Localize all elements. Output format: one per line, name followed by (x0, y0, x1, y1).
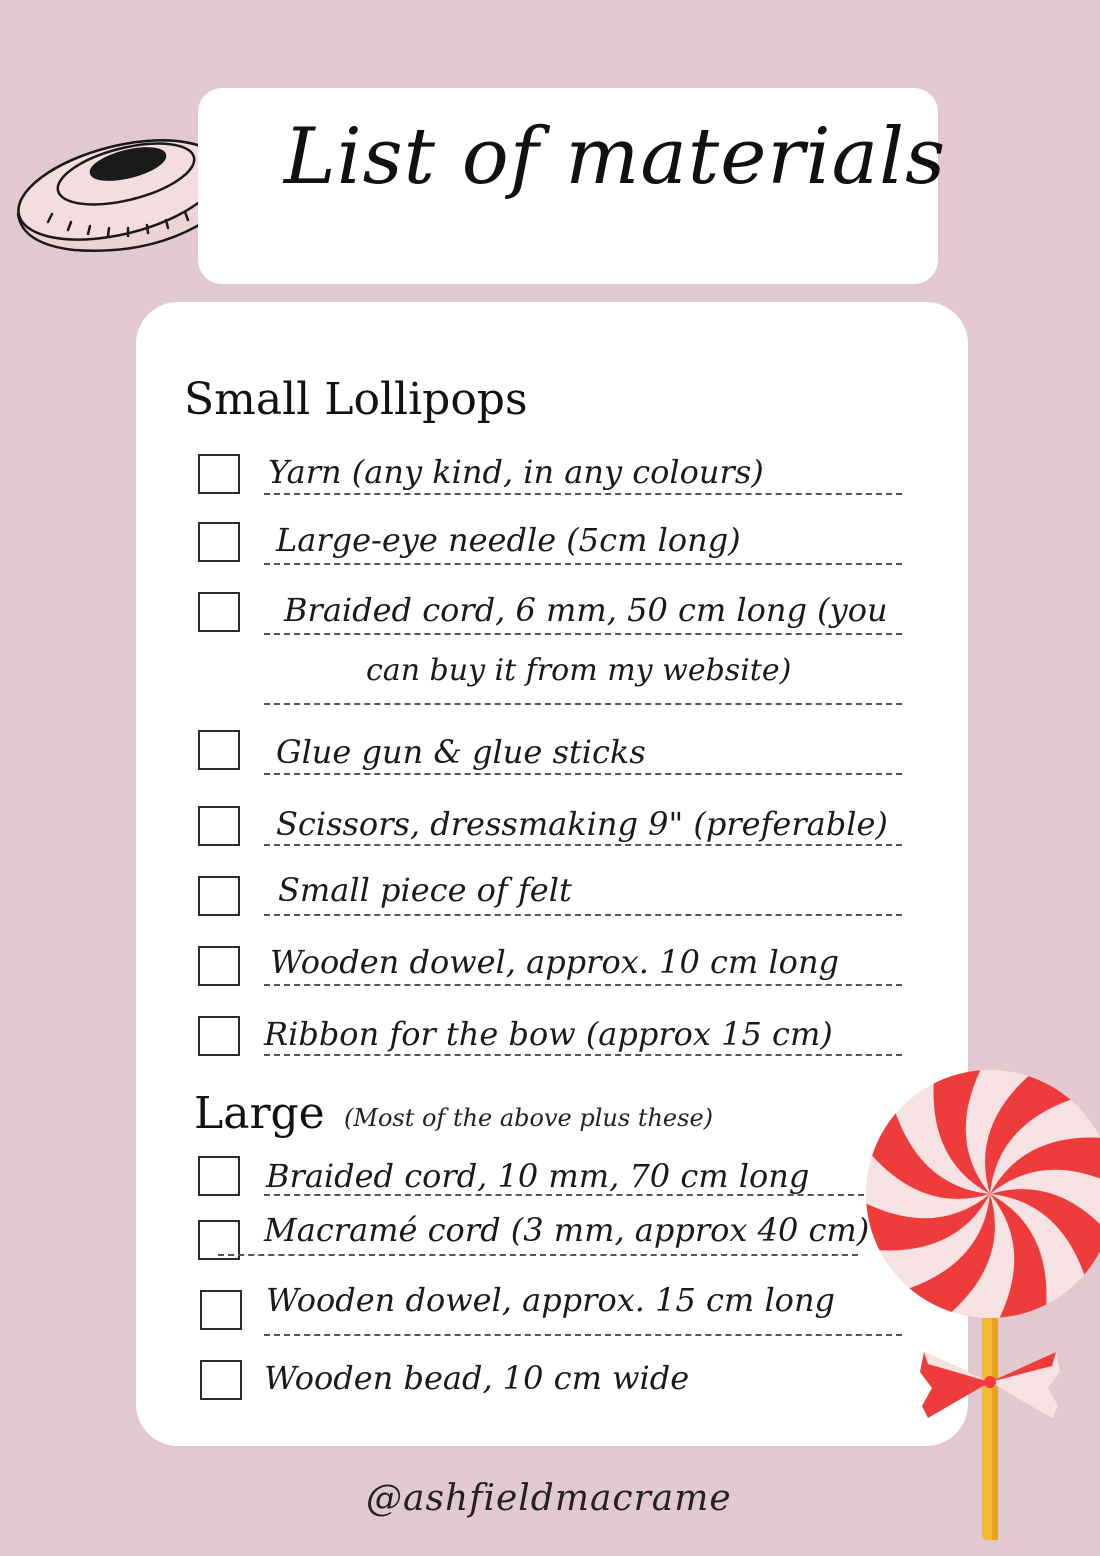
section-heading-large: Large (194, 1088, 325, 1139)
list-item: Scissors, dressmaking 9" (preferable) (276, 805, 888, 843)
list-item: Glue gun & glue sticks (276, 733, 646, 771)
list-item: Macramé cord (3 mm, approx 40 cm) (264, 1211, 870, 1249)
divider (264, 703, 902, 705)
instagram-handle: @ashfieldmacrame (366, 1478, 732, 1519)
checkbox-dowel-large[interactable] (200, 1290, 242, 1330)
checkbox-felt[interactable] (198, 876, 240, 916)
divider (264, 914, 902, 916)
page-title: List of materials (283, 112, 947, 202)
list-item: Wooden bead, 10 cm wide (264, 1359, 690, 1397)
section-note: (Most of the above plus these) (344, 1104, 714, 1132)
list-item: Braided cord, 10 mm, 70 cm long (266, 1157, 810, 1195)
checkbox-glue-gun[interactable] (198, 730, 240, 770)
checkbox-dowel-small[interactable] (198, 946, 240, 986)
divider (264, 1334, 902, 1336)
divider (264, 773, 902, 775)
list-item: Wooden dowel, approx. 10 cm long (270, 943, 840, 981)
section-heading-small: Small Lollipops (184, 374, 528, 425)
list-item: Wooden dowel, approx. 15 cm long (266, 1281, 836, 1319)
divider (264, 984, 902, 986)
divider (264, 1194, 864, 1196)
checkbox-needle[interactable] (198, 522, 240, 562)
divider (264, 633, 902, 635)
list-item: Small piece of felt (278, 871, 572, 909)
checkbox-braided-cord-large[interactable] (198, 1156, 240, 1196)
checkbox-yarn[interactable] (198, 454, 240, 494)
checkbox-ribbon[interactable] (198, 1016, 240, 1056)
checkbox-braided-cord-small[interactable] (198, 592, 240, 632)
divider (264, 563, 902, 565)
checkbox-bead[interactable] (200, 1360, 242, 1400)
list-item: can buy it from my website) (366, 653, 792, 688)
divider (218, 1254, 858, 1256)
divider (264, 1054, 902, 1056)
checkbox-scissors[interactable] (198, 806, 240, 846)
list-item: Ribbon for the bow (approx 15 cm) (264, 1015, 833, 1053)
lollipop-icon (862, 1066, 1100, 1546)
list-item: Yarn (any kind, in any colours) (268, 453, 764, 491)
divider (264, 493, 902, 495)
list-item: Large-eye needle (5cm long) (276, 521, 741, 559)
list-item: Braided cord, 6 mm, 50 cm long (you (284, 591, 888, 629)
divider (264, 844, 902, 846)
